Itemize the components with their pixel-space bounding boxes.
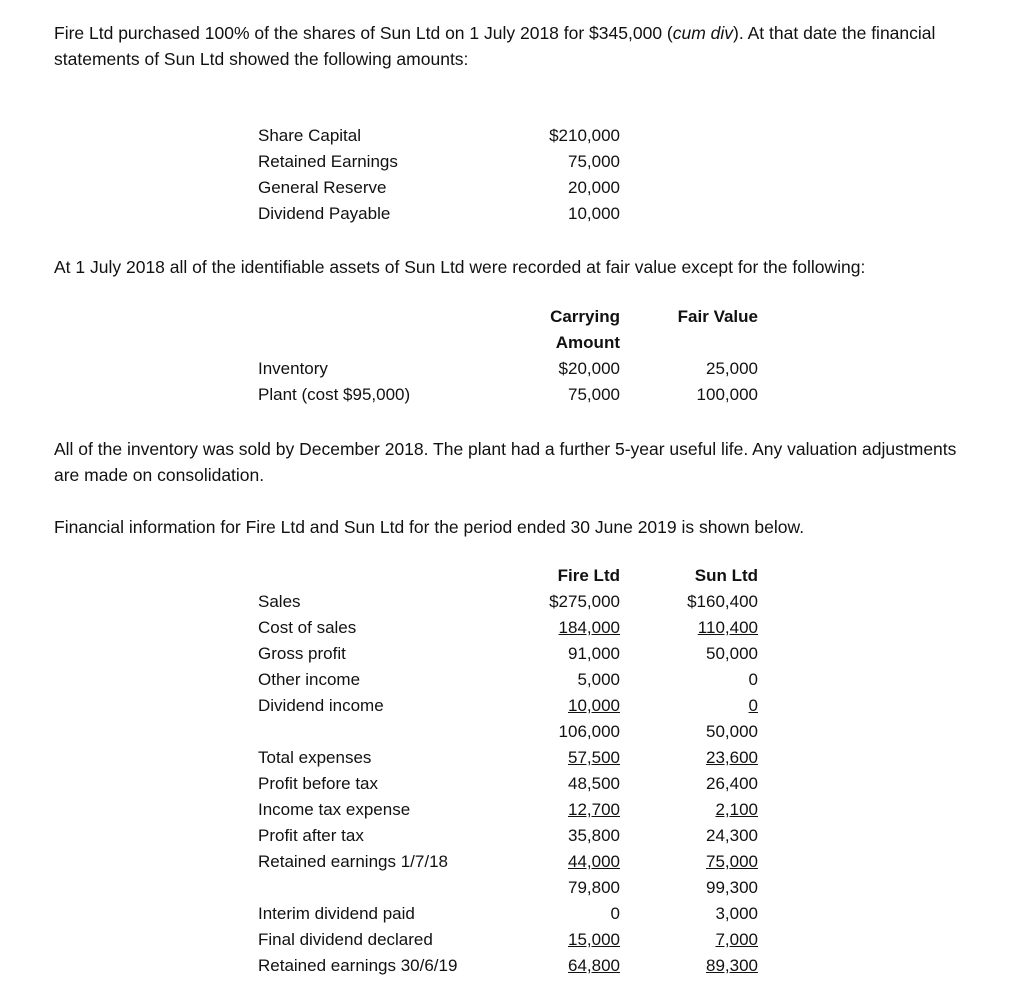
fair-value-header: Fair Value <box>677 307 758 326</box>
fin-row-sun: 7,000 <box>715 930 758 949</box>
fv-row-carrying: $20,000 <box>558 359 620 378</box>
fv-row-fair: 25,000 <box>706 359 758 378</box>
fin-row-fire: 5,000 <box>577 670 620 689</box>
fin-row-label: Gross profit <box>258 644 346 663</box>
fin-row-fire: $275,000 <box>549 592 620 611</box>
intro-part2: ). At that date the financial statements of Sun Ltd showed the following amounts: <box>54 23 936 69</box>
equity-value: 20,000 <box>568 178 620 197</box>
intro-paragraph <box>54 20 984 72</box>
equity-value: 10,000 <box>568 204 620 223</box>
fin-row-label: Profit before tax <box>258 774 379 793</box>
sun-ltd-header: Sun Ltd <box>694 566 758 585</box>
fin-row-sun: 99,300 <box>706 878 758 897</box>
fin-row-fire: 44,000 <box>568 852 620 871</box>
fire-ltd-header: Fire Ltd <box>557 566 620 585</box>
fin-row-fire: 15,000 <box>568 930 620 949</box>
fin-row-fire: 12,700 <box>568 800 620 819</box>
fin-row-sun: 89,300 <box>706 956 758 975</box>
fin-row-sun: $160,400 <box>687 592 758 611</box>
equity-label: Retained Earnings <box>258 152 398 171</box>
equity-value: $210,000 <box>549 126 620 145</box>
fin-row-fire: 57,500 <box>568 748 620 767</box>
fin-row-sun: 24,300 <box>706 826 758 845</box>
fv-row-label: Plant (cost $95,000) <box>258 385 411 404</box>
fin-row-sun: 0 <box>748 696 758 715</box>
fin-row-label: Final dividend declared <box>258 930 433 949</box>
fin-row-label: Sales <box>258 592 301 611</box>
cum-div-text: cum div <box>672 23 734 43</box>
fin-row-fire: 35,800 <box>568 826 620 845</box>
fin-row-label: Total expenses <box>258 748 372 767</box>
fin-row-fire: 106,000 <box>558 722 620 741</box>
fin-row-label: Other income <box>258 670 361 689</box>
fin-row-sun: 50,000 <box>706 644 758 663</box>
fin-row-fire: 184,000 <box>558 618 620 637</box>
fin-row-fire: 79,800 <box>568 878 620 897</box>
fin-row-fire: 91,000 <box>568 644 620 663</box>
fin-row-label: Interim dividend paid <box>258 904 415 923</box>
fin-row-fire: 48,500 <box>568 774 620 793</box>
fin-row-sun: 2,100 <box>715 800 758 819</box>
equity-label: Dividend Payable <box>258 204 391 223</box>
fin-row-sun: 23,600 <box>706 748 758 767</box>
fin-row-label: Dividend income <box>258 696 384 715</box>
fv-row-carrying: 75,000 <box>568 385 620 404</box>
fin-row-label: Retained earnings 30/6/19 <box>258 956 458 975</box>
carrying-header-line1: Carrying <box>550 307 620 326</box>
fair-value-intro: At 1 July 2018 all of the identifiable assets of Sun Ltd were recorded at fair value except for the following: <box>54 257 866 277</box>
fin-row-fire: 0 <box>610 904 620 923</box>
equity-label: Share Capital <box>258 126 362 145</box>
fin-row-label: Cost of sales <box>258 618 357 637</box>
fv-row-label: Inventory <box>258 359 328 378</box>
fin-row-sun: 110,400 <box>697 618 758 637</box>
fin-row-sun: 50,000 <box>706 722 758 741</box>
financial-intro: Financial information for Fire Ltd and Sun Ltd for the period ended 30 June 2019 is shown below. <box>54 517 805 537</box>
equity-label: General Reserve <box>258 178 387 197</box>
equity-value: 75,000 <box>568 152 620 171</box>
fin-row-sun: 3,000 <box>715 904 758 923</box>
carrying-header-line2: Amount <box>555 333 620 352</box>
fin-row-sun: 0 <box>748 670 758 689</box>
fin-row-label: Retained earnings 1/7/18 <box>258 852 448 871</box>
fin-row-fire: 64,800 <box>568 956 620 975</box>
fin-row-fire: 10,000 <box>568 696 620 715</box>
fin-row-sun: 75,000 <box>706 852 758 871</box>
fin-row-label: Profit after tax <box>258 826 364 845</box>
inventory-note: All of the inventory was sold by December 2018. The plant had a further 5-year useful life. Any valuation adjustments are made on consolidation. <box>54 439 957 485</box>
intro-part1: Fire Ltd purchased 100% of the shares of Sun Ltd on 1 July 2018 for $345,000 ( <box>54 23 673 43</box>
fin-row-label: Income tax expense <box>258 800 411 819</box>
fv-row-fair: 100,000 <box>696 385 758 404</box>
fin-row-sun: 26,400 <box>706 774 758 793</box>
